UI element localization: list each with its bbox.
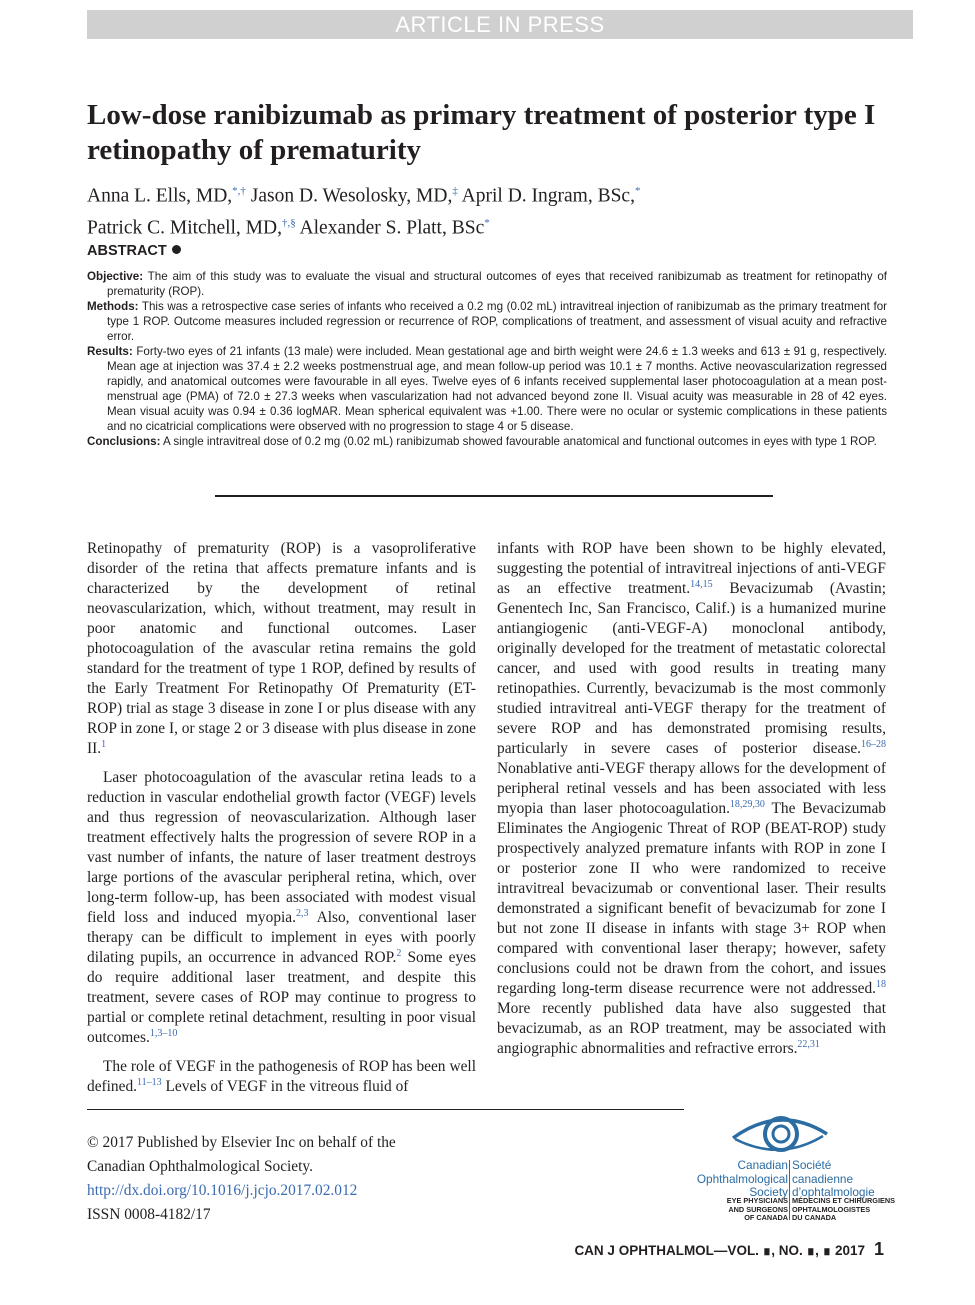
body-paragraph — [87, 539, 476, 759]
author-name: Alexander S. Platt, BSc — [299, 217, 485, 238]
author-affiliation-mark: * — [634, 185, 641, 197]
citation-reference[interactable]: 22,31 — [797, 1038, 820, 1050]
body-text: The Bevacizumab Eliminates the Angiogenic Threat of ROP (BEAT-ROP) study prospectively analyzed premature infants with ROP in zone I or posterior zone II who were randomized to receive intravitreal bevacizumab or conventional laser. Their results demonstrated a significant benefit of bevacizumab for zone I but not zone II disease in infants with stage 3+ ROP when compared with conventional laser therapy; however, safety conclusions could not be drawn from the cohort, and issues regarding long-term disease recurrence were not addressed. — [497, 800, 886, 997]
society-line: Canadian Ophthalmological Society. — [87, 1158, 313, 1175]
abstract-objective — [87, 269, 887, 299]
body-text: Levels of VEGF in the vitreous fluid of — [161, 1078, 409, 1095]
body-text: Laser photocoagulation of the avascular retina leads to a reduction in vascular endothelial growth factor (VEGF) levels and thus regression of neovascularization. Although laser treatment effectively halts the progression of severe ROP in a vast number of infants, the nature of laser treatment destroys large portions of the avascular peripheral retina, which, over long-term follow-up, has been associated with modest visual field loss and induced myopia. — [87, 769, 476, 926]
body-text: Nonablative anti-VEGF therapy allows for the development of peripheral retinal vessels and has been associated with less myopia than laser photocoagulation. — [497, 760, 886, 817]
body-text: Some eyes do require additional laser treatment, and despite this treatment, severe cases of ROP may continue to progress to partial or complete retinal detachment, resulting in poor visual outcomes. — [87, 949, 476, 1046]
body-paragraph — [497, 539, 886, 1059]
citation-reference[interactable]: 18,29,30 — [729, 798, 765, 810]
author-affiliation-mark: ‡ — [452, 185, 458, 197]
citation-reference[interactable]: 18 — [876, 978, 886, 990]
article-in-press-banner: ARTICLE IN PRESS — [87, 10, 913, 39]
body-paragraph — [87, 1057, 476, 1097]
abstract-label: Methods: — [87, 300, 139, 313]
citation-reference[interactable]: 2 — [396, 947, 402, 959]
body-text: infants with ROP have been shown to be highly elevated, suggesting the potential of intravitreal injections of anti-VEGF as an effective treatment. — [497, 540, 886, 597]
logo-french-name: Société canadienne d’ophtalmologie — [792, 1158, 875, 1199]
logo-french-subtitle: MÉDECINS ET CHIRURGIENS OPHTALMOLOGISTES DU CANADA — [792, 1196, 895, 1223]
author-name: Patrick C. Mitchell, MD, — [87, 217, 282, 238]
journal-citation: CAN J OPHTHALMOL—VOL. ∎, NO. ∎, ∎ 2017 — [574, 1243, 865, 1258]
author-affiliation-mark: †,§ — [281, 216, 296, 229]
footnote-divider — [87, 1109, 684, 1110]
society-logo — [696, 1112, 895, 1223]
author-affiliation-mark: * — [484, 216, 490, 229]
citation-reference[interactable]: 14,15 — [690, 578, 713, 590]
body-text: Bevacizumab (Avastin; Genentech Inc, San Francisco, Calif.) is a humanized murine antiangiogenic (anti-VEGF-A) monoclonal antibody, originally developed for the treatment of metastatic colorectal cancer, and used with good results in treating many retinopathies. Currently, bevacizumab is the most commonly studied intravitreal anti-VEGF therapy for the treatment of severe ROP and has demonstrated promising results, particularly in severe cases of posterior disease. — [497, 580, 886, 757]
abstract — [87, 269, 887, 449]
abstract-dot-icon — [172, 245, 181, 254]
abstract-text: A single intravitreal dose of 0.2 mg (0.02 mL) ranibizumab showed favourable anatomical and functional outcomes in eyes with type 1 ROP. — [163, 435, 877, 448]
abstract-heading-text: ABSTRACT — [87, 243, 167, 259]
abstract-label: Conclusions: — [87, 435, 161, 448]
author-name: Jason D. Wesolosky, MD, — [250, 185, 453, 207]
abstract-heading — [87, 243, 181, 259]
article-title: Low-dose ranibizumab as primary treatment of posterior type I retinopathy of prematurity — [87, 99, 876, 166]
body-text: Retinopathy of prematurity (ROP) is a vasoproliferative disorder of the retina that affects premature infants and is characterized by the development of retinal neovascularization, which, without treatment, may result in poor anatomic and functional outcomes. Laser photocoagulation of the avascular retina remains the gold standard for the treatment of type 1 ROP, defined by results of the Early Treatment For Retinopathy Of Prematurity (ET-ROP) trial as stage 3 disease in zone I or plus disease with any ROP in zone I, or stage 2 or 3 disease with plus disease in zone II. — [87, 540, 476, 757]
citation-reference[interactable]: 1 — [101, 738, 107, 750]
abstract-methods — [87, 299, 887, 344]
author-name: Anna L. Ells, MD, — [87, 185, 233, 207]
author-name: April D. Ingram, BSc, — [461, 185, 635, 207]
abstract-label: Objective: — [87, 270, 144, 283]
abstract-label: Results: — [87, 345, 133, 358]
body-text: More recently published data have also suggested that bevacizumab, as an ROP treatment, may be associated with angiographic abnormalities and refractive errors. — [497, 1000, 886, 1057]
logo-english-subtitle: EYE PHYSICIANS AND SURGEONS OF CANADA — [726, 1196, 788, 1223]
author-list — [87, 178, 907, 241]
author-affiliation-mark: *,† — [232, 185, 246, 197]
abstract-text: Forty-two eyes of 21 infants (13 male) were included. Mean gestational age and birth weight were 24.6 ± 1.3 weeks and 613 ± 91 g, respectively. Mean age at injection was 37.4 ± 2.2 weeks postmenstrual age, and mean follow-up period was 10.1 ± 7 months. Active neovascularization regressed rapidly, and anatomical outcomes were favourable in all eyes. Twelve eyes of 6 infants received supplemental laser photocoagulation at a mean post-menstrual age (PMA) of 72.0 ± 27.3 weeks when vascularization had not advanced beyond zone II. Visual acuity was measurable in 28 of 42 eyes. Mean visual acuity was 0.94 ± 0.36 logMAR. Mean spherical equivalent was +1.00. There were no ocular or systemic complications in these patients and no cicatricial complications were observed with no progression to stage 4 or 5 disease. — [107, 345, 887, 433]
body-paragraph — [87, 768, 476, 1048]
page-number: 1 — [874, 1239, 885, 1259]
abstract-text: This was a retrospective case series of infants who received a 0.2 mg (0.02 mL) intravitreal injection of ranibizumab as the primary treatment for type 1 ROP. Outcome measures included regression or recurrence of ROP, complications of treatment, and assessment of visual acuity and refractive error. — [107, 300, 887, 343]
citation-reference[interactable]: 2,3 — [295, 907, 309, 919]
issn-line: ISSN 0008-4182/17 — [87, 1206, 211, 1223]
abstract-text: The aim of this study was to evaluate the visual and structural outcomes of eyes that received ranibizumab as treatment for retinopathy of prematurity (ROP). — [107, 270, 887, 298]
abstract-conclusions — [87, 434, 887, 449]
doi-link[interactable]: http://dx.doi.org/10.1016/j.jcjo.2017.02.012 — [87, 1182, 358, 1199]
citation-reference[interactable]: 16–28 — [861, 738, 886, 750]
body-column-right — [497, 539, 886, 1068]
abstract-divider — [215, 495, 773, 497]
abstract-results — [87, 344, 887, 434]
copyright-footnote — [87, 1131, 647, 1227]
body-text: Also, conventional laser therapy can be difficult to implement in eyes with poorly dilating pupils, an occurrence in advanced ROP. — [87, 909, 477, 966]
citation-reference[interactable]: 11–13 — [137, 1076, 162, 1088]
citation-reference[interactable]: 1,3–10 — [149, 1027, 178, 1039]
eye-icon — [725, 1112, 835, 1158]
body-column-left — [87, 539, 476, 1106]
logo-english-name: Canadian Ophthalmological Society — [696, 1158, 788, 1199]
copyright-line: © 2017 Published by Elsevier Inc on behalf of the — [87, 1134, 396, 1151]
body-text: The role of VEGF in the pathogenesis of ROP has been well defined. — [87, 1058, 476, 1095]
logo-divider — [789, 1160, 790, 1220]
